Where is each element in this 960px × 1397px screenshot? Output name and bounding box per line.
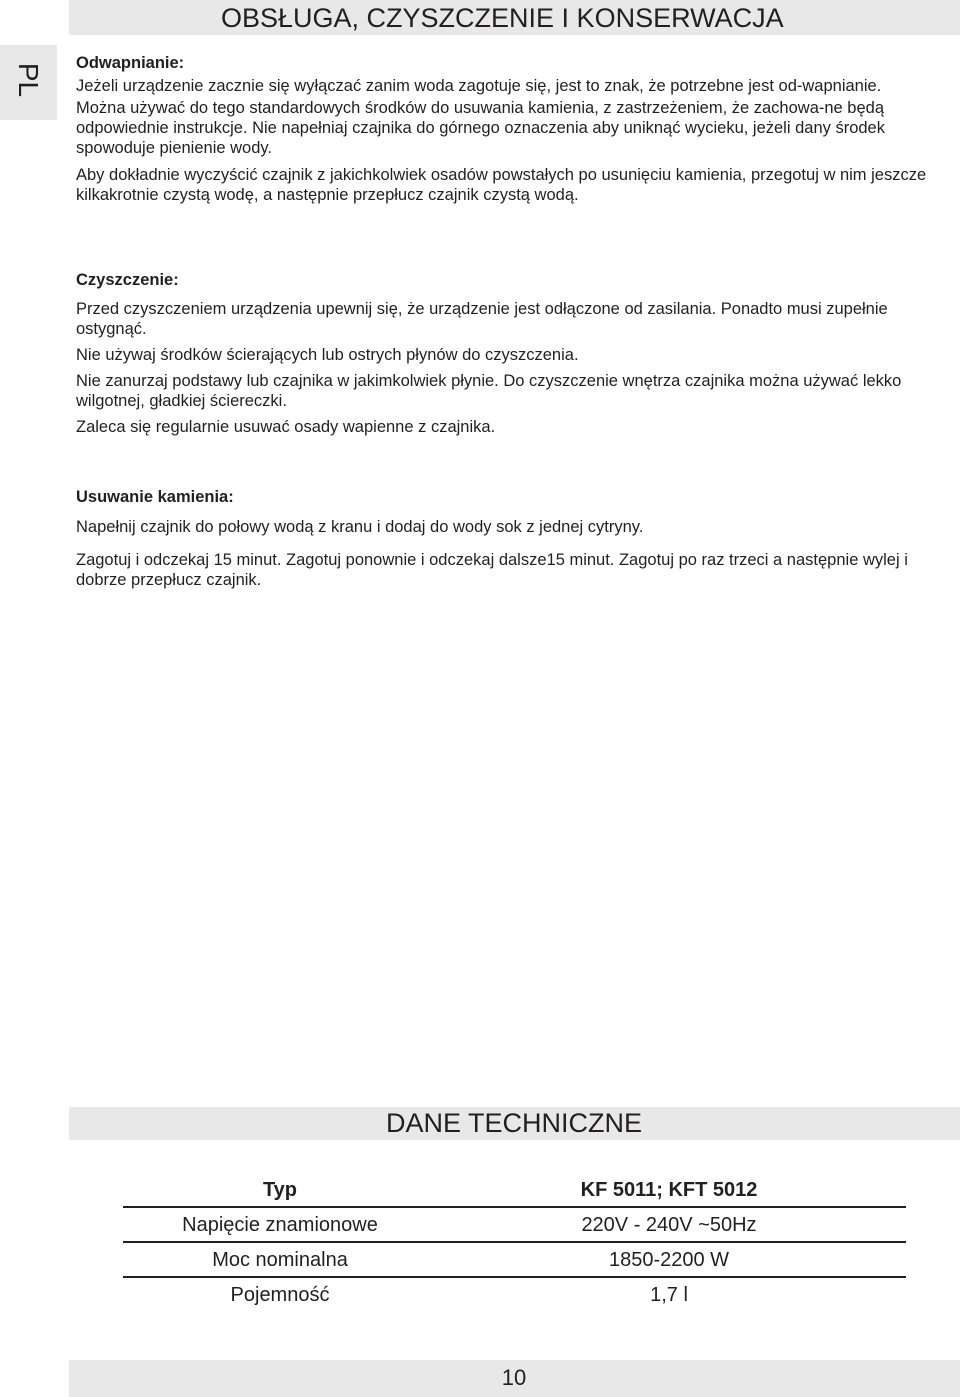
- page-title: OBSŁUGA, CZYSZCZENIE I KONSERWACJA: [221, 3, 784, 33]
- spec-row-napiecie: [123, 1207, 906, 1243]
- paragraph: Nie zanurzaj podstawy lub czajnika w jakimkolwiek płynie. Do czyszczenie wnętrza czajnika można używać lekko wilgotnej, gładkiej ściereczki.: [76, 372, 902, 410]
- section-czyszczenie: [76, 270, 956, 437]
- spec-label: Moc nominalna: [212, 1249, 348, 1271]
- section-heading-odwapnianie: Odwapnianie:: [76, 54, 185, 72]
- paragraph: Można używać do tego standardowych środków do usuwania kamienia, z zastrzeżeniem, że zachowa-ne będą odpowiednie instrukcje. Nie napełniaj czajnika do górnego oznaczenia aby uniknąć wycieku, jeżeli dany środek spowoduje pienienie wody.: [76, 99, 885, 157]
- page-number: 10: [501, 1365, 527, 1390]
- section-heading-czyszczenie: Czyszczenie:: [76, 271, 179, 289]
- spec-row-moc: [123, 1242, 906, 1278]
- paragraph: Zaleca się regularnie usuwać osady wapienne z czajnika.: [76, 418, 496, 436]
- paragraph: Aby dokładnie wyczyścić czajnik z jakichkolwiek osadów powstałych po usunięciu kamienia, przegotuj w nim jeszcze kilkakrotnie czystą wodę, a następnie przepłucz czajnik czystą wodą.: [76, 166, 927, 204]
- spec-row-pojemnosc: [123, 1277, 906, 1311]
- section-odwapnianie: [76, 53, 956, 205]
- tech-data-title: DANE TECHNICZNE: [385, 1108, 643, 1138]
- spec-value: 1850-2200 W: [608, 1249, 730, 1271]
- paragraph: Zagotuj i odczekaj 15 minut. Zagotuj ponownie i odczekaj dalsze15 minut. Zagotuj po raz trzeci a następnie wylej i dobrze przepłucz czajnik.: [76, 551, 908, 589]
- spec-value: 220V - 240V ~50Hz: [581, 1214, 757, 1236]
- section-usuwanie-kamienia: [76, 487, 956, 590]
- spec-label: Typ: [262, 1179, 298, 1201]
- spec-value: KF 5011; KFT 5012: [580, 1179, 758, 1201]
- paragraph: Napełnij czajnik do połowy wodą z kranu i dodaj do wody sok z jednej cytryny.: [76, 518, 644, 536]
- paragraph: Przed czyszczeniem urządzenia upewnij się, że urządzenie jest odłączone od zasilania. Ponadto musi zupełnie ostygnąć.: [76, 300, 888, 338]
- language-tab-label: PL: [13, 62, 44, 98]
- section-heading-usuwanie-kamienia: Usuwanie kamienia:: [76, 488, 234, 506]
- spec-label: Pojemność: [230, 1284, 330, 1306]
- spec-value: 1,7 l: [650, 1284, 688, 1306]
- paragraph: Nie używaj środków ścierających lub ostrych płynów do czyszczenia.: [76, 346, 579, 364]
- spec-label: Napięcie znamionowe: [182, 1214, 378, 1236]
- paragraph: Jeżeli urządzenie zacznie się wyłączać zanim woda zagotuje się, jest to znak, że potrzebne jest od-wapnianie.: [76, 77, 882, 95]
- spec-row-typ: [123, 1172, 906, 1208]
